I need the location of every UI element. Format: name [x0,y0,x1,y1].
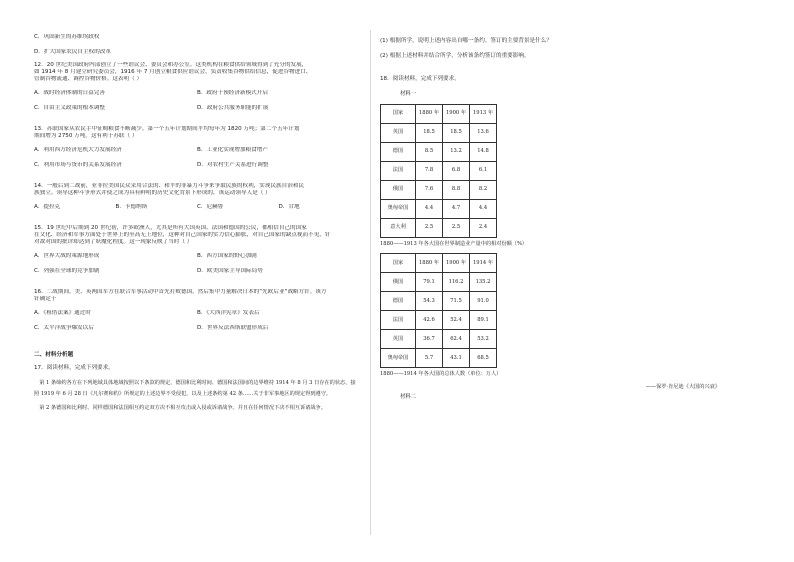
table-cell: 54.3 [416,292,443,311]
table-cell: 43.1 [443,349,470,368]
question-17-intro: 17．阅读材料，完成下列要求。 [34,364,114,371]
table-cell: 意大利 [381,218,416,237]
answer-option: C．列强在全球的竞争加剧 [34,267,100,274]
table-2-caption: 1880——1914 年各大国的总体人数（单位：万人） [380,371,502,378]
material-1-title: 材料一 [400,90,417,97]
table-cell: 68.5 [470,349,497,368]
sub-question-1: (1) 根据所学，说明上述内容出自哪一条约。签订的主要背景是什么？ [380,38,552,44]
section-title: 二、材料分析题 [34,351,74,358]
answer-option: C．太平洋战争爆发以后 [34,324,94,331]
table-cell: 91.0 [470,292,497,311]
question-text-line: 13．苏联国家从农民手中征购粮食不断减少。第一个五年计划期间平均每年为 1820 万吨；第二个五年计划 [34,125,300,132]
table-cell: 42.6 [416,311,443,330]
sub-question-2: (2) 根据上述材料并结合所学，分析该条约签订的重要影响。 [380,52,530,59]
table-header-cell: 1900 年 [443,254,470,273]
table-header-cell: 1880 年 [416,254,443,273]
question-text-line: 16．二战期间，美、英两国军方在联合军事活动中首先打败德国，然后集中力量解决日本的“先欧后亚”战略方针。该方 [34,288,327,295]
table-cell: 2.4 [470,218,497,237]
table-cell: 13.6 [470,123,497,142]
table-cell: 2.5 [443,218,470,237]
table-cell: 英国 [381,330,416,349]
answer-option: D．对农村生产关系进行调整 [197,161,269,168]
answer-option: A．提拉克 [34,203,61,210]
table-row [381,123,497,142]
question-text-line: 族独立。领导这种斗争形式并使之成为具有鲜明的历史文化背景下形成的，该运动领导人是（ ） [34,189,271,196]
table-header-cell: 1900 年 [443,104,470,123]
table-row [381,142,497,161]
answer-options [34,204,360,219]
question-text-line: 管制谷物流通、调控谷物价格。这表明（ ） [34,75,143,82]
table-cell: 俄国 [381,273,416,292]
answer-option: C．利用市场与货币的关系发展经济 [34,161,122,168]
answer-options [34,310,360,340]
table-cell: 8.8 [443,180,470,199]
table-row [381,180,497,199]
table-header-cell: 1913 年 [470,104,497,123]
table-cell: 14.8 [470,142,497,161]
table-header-cell: 1914 年 [470,254,497,273]
left-column [34,34,360,418]
table-row [381,349,497,368]
table-cell: 6.1 [470,161,497,180]
question-18-intro: 18．阅读材料，完成下列要求。 [380,75,460,82]
previous-question-options [34,34,360,56]
multiple-choice-questions [34,62,360,340]
answer-option: D．政府公共服务职能的扩展 [197,104,269,111]
answer-option: D．甘地 [278,203,300,210]
table-cell: 5.7 [416,349,443,368]
military-personnel-table [380,253,497,368]
answer-option: A．利用西方经济危机大力发展经济 [34,146,122,153]
table-cell: 4.4 [470,199,497,218]
material-2-title: 材料二 [400,394,417,401]
answer-option: B．《大西洋宪章》发表后 [197,309,260,316]
table-cell: 法国 [381,311,416,330]
answer-option: B．卡德纳斯 [115,203,148,210]
table-cell: 7.8 [416,161,443,180]
table-cell: 德国 [381,292,416,311]
right-column [380,38,760,407]
table-row [381,199,497,218]
answer-options [34,147,360,177]
answer-option: D．世界反法西斯联盟形成后 [197,324,269,331]
answer-option: D．欧美国家主导国际局势 [197,267,263,274]
table-cell: 116.2 [443,273,470,292]
table-cell: 79.1 [416,273,443,292]
table-cell: 89.1 [470,311,497,330]
answer-options [34,253,360,283]
table-cell: 法国 [381,161,416,180]
table-cell: 奥匈帝国 [381,349,416,368]
table-header-row [381,104,497,123]
table-row [381,218,497,237]
table-cell: 135.2 [470,273,497,292]
table-row [381,311,497,330]
table-cell: 52.4 [443,311,470,330]
answer-option: B．政府干预经济新模式开启 [197,89,268,96]
table-cell: 4.7 [443,199,470,218]
table-cell: 53.2 [470,330,497,349]
question-text-line: 对敌对国的批评却达到了妖魔化程度。这一现象反映了当时（ ） [34,238,193,245]
table-cell: 18.5 [443,123,470,142]
table-header-cell: 国家 [381,254,416,273]
question-16 [34,289,360,340]
manufacturing-share-table [380,104,497,238]
answer-option: B．工业化实现增加粮食增产 [197,146,268,153]
table-header-cell: 国家 [381,104,416,123]
table-row [381,273,497,292]
answer-option: C．自由主义政策的根本调整 [34,104,106,111]
question-14 [34,183,360,219]
table-cell: 俄国 [381,180,416,199]
answer-options [34,90,360,120]
answer-option: A．世界大战的策源地形成 [34,252,100,259]
table-cell: 德国 [381,142,416,161]
table-cell: 36.7 [416,330,443,349]
treaty-article-2: 第 2 条德国和比利时、同样德国和法国相互约定双方决不相互攻击或入侵或诉诸战争。并且在任何情况下决不相互诉诸战争。 [39,405,326,412]
option-c: C．巩固新生的苏维埃政权 [34,34,100,40]
table-cell: 71.5 [443,292,470,311]
table-header-row [381,254,497,273]
source-citation: ——保罗·肯尼迪《大国的兴衰》 [645,383,720,390]
table-cell: 18.5 [416,123,443,142]
table-cell: 6.8 [443,161,470,180]
column-divider [370,30,371,535]
table-cell: 7.6 [416,180,443,199]
table-cell: 62.4 [443,330,470,349]
question-text-line: 在文化、经济和军事方面处于世界上的至高无上地位，这种对自己国家的实力信心膨胀，对自己国家的缺点视而不见，针 [34,231,331,238]
question-13 [34,126,360,177]
table-row [381,330,497,349]
table-cell: 8.2 [470,180,497,199]
question-15 [34,225,360,283]
table-row [381,161,497,180]
question-text-line: 12．20 世纪美国政府内部创立了一些谘议会、委员会和办公室。这类机构在粮食供给领域得到了充分的发展， [34,61,308,68]
table-1-caption: 1880——1913 年各大国在世界制造业产量中的相对份额（%） [380,240,528,247]
question-text-line: 如 1914 年 8 月建立研究委员会，1916 年 7 月创立粮食供应谘议会，负责收集谷物供给信息，促进谷物进口、 [34,68,312,75]
question-text-line: 15．19 世纪中后期到 20 世纪初，许多欧洲人，尤其是所有大国英国、法国和德国的公民，都相信自己的国家 [34,224,307,231]
question-text-line: 14．一般后到二战前，亚非拉美国民众采用合法的、和平的非暴力斗争来争取民族的权利，实现民族自治和民 [34,182,305,189]
answer-option: C．尼赫鲁 [197,203,224,210]
treaty-excerpt [34,378,360,415]
table-cell: 2.5 [416,218,443,237]
table-cell: 4.4 [416,199,443,218]
option-d: D．扩大国家农民自主权的改革 [34,48,112,55]
answer-option: A．《租借法案》通过时 [34,309,91,316]
answer-option: B．西方国家的野心加剧 [197,252,257,259]
table-cell: 英国 [381,123,416,142]
table-row [381,292,497,311]
question-text-line: 期间增为 2750 万吨。这有利于苏联（ ） [34,132,138,139]
table-cell: 奥匈帝国 [381,199,416,218]
table-cell: 8.5 [416,142,443,161]
answer-option: A．战时经济体制的日益完善 [34,89,105,96]
question-12 [34,62,360,120]
treaty-article-1: 第 1 条缔约各方在下列地域具体地域按照以下条款的规定，德国和比利时间、德国和法国间的边界维持 1914 年 8 月 3 日存在的状态，接照 1919 年 6 月 28 日《凡尔赛和约》所规定的上述边界不受侵犯，以及上述条约第 42 条……关于非军事地区的规定得到遵守。 [34,379,356,397]
table-cell: 13.2 [443,142,470,161]
question-text-line: 针确定于 [34,295,57,302]
table-header-cell: 1880 年 [416,104,443,123]
